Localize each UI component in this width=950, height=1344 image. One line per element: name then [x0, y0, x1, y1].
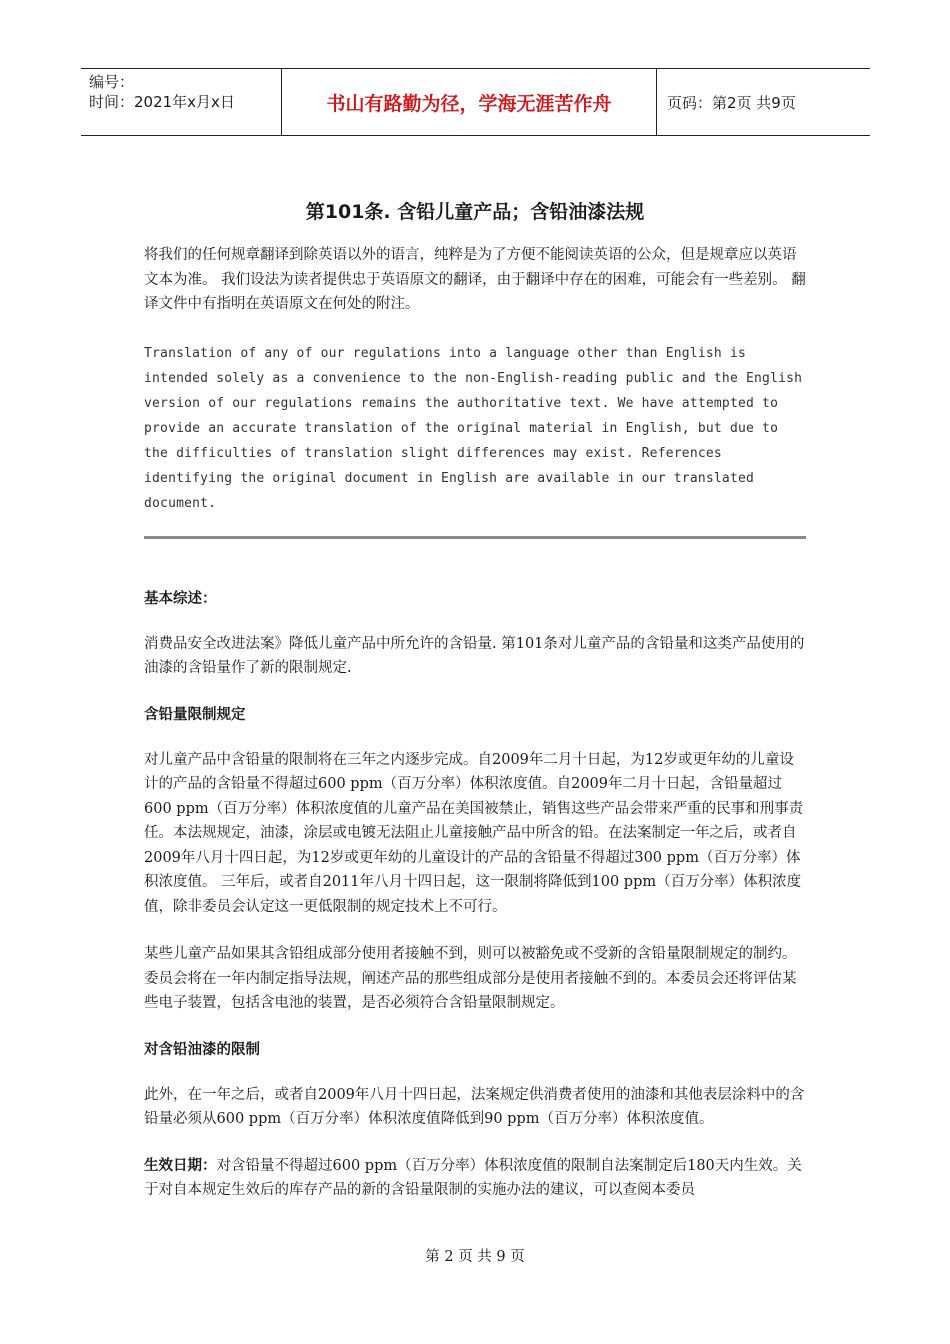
- lead-paint-text: 此外，在一年之后，或者自2009年八月十四日起，法案规定供消费者使用的油漆和其他表层涂料中的含铅量必须从600 ppm（百万分率）体积浓度值降低到90 ppm（百万分率）体积浓度值。: [144, 1086, 805, 1127]
- divider: [144, 536, 806, 539]
- page-header: [81, 68, 870, 136]
- effective-date-text: 对含铅量不得超过600 ppm（百万分率）体积浓度值的限制自法案制定后180天内生效。关于对自本规定生效后的库存产品的新的含铅量限制的实施办法的建议，可以查阅本委员: [144, 1157, 802, 1198]
- page-footer: 第 2 页 共 9 页: [425, 1249, 525, 1265]
- intro-chinese: 将我们的任何规章翻译到除英语以外的语言，纯粹是为了方便不能阅读英语的公众，但是规章应以英语文本为准。 我们设法为读者提供忠于英语原文的翻译，由于翻译中存在的困难，可能会有一些差别。 翻译文件中有指明在英语原文在何处的附注。: [144, 247, 806, 312]
- overview-text: 消费品安全改进法案》降低儿童产品中所允许的含铅量. 第101条对儿童产品的含铅量和这类产品使用的油漆的含铅量作了新的限制规定.: [144, 635, 805, 676]
- effective-date-paragraph: [144, 1154, 806, 1203]
- lead-limit-heading: 含铅量限制规定: [144, 706, 246, 723]
- header-motto: 书山有路勤为径，学海无涯苦作舟: [281, 69, 657, 135]
- page-title: 第101条. 含铅儿童产品；含铅油漆法规: [305, 201, 645, 223]
- intro-english: Translation of any of our regulations into a language other than English is intended solely as a convenience to the non-English-reading public and the English version of our regulations remains the authoritative text. We have attempted to provide an accurate translation of the original material in English, but due to the difficulties of translation slight differences may exist. References identifying the original document in English are available in our translated document.: [144, 345, 803, 511]
- header-meta: [81, 69, 281, 135]
- effective-date-label: 生效日期：: [144, 1157, 217, 1174]
- document-number-label: 编号：: [89, 73, 135, 91]
- header-page-number: 页码：第2页 共9页: [667, 93, 796, 112]
- document-date: 时间：2021年x月x日: [89, 93, 235, 111]
- lead-limit-paragraph-1: 对儿童产品中含铅量的限制将在三年之内逐步完成。自2009年二月十日起，为12岁或更年幼的儿童设计的产品的含铅量不得超过600 ppm（百万分率）体积浓度值。自2009年二月十日起，含铅量超过600 ppm（百万分率）体积浓度值的儿童产品在美国被禁止，销售这些产品会带来严重的民事和刑事责任。本法规规定，油漆，涂层或电镀无法阻止儿童接触产品中所含的铅。在法案制定一年之后，或者自2009年八月十四日起，为12岁或更年幼的儿童设计的产品的含铅量不得超过300 ppm（百万分率）体积浓度值。 三年后，或者自2011年八月十四日起，这一限制将降低到100 ppm（百万分率）体积浓度值，除非委员会认定这一更低限制的规定技术上不可行。: [144, 751, 804, 915]
- overview-heading: 基本综述：: [144, 590, 217, 607]
- document-body: [144, 200, 806, 1203]
- lead-paint-heading: 对含铅油漆的限制: [144, 1041, 260, 1058]
- lead-limit-paragraph-2: 某些儿童产品如果其含铅组成部分使用者接触不到，则可以被豁免或不受新的含铅量限制规定的制约。委员会将在一年内制定指导法规，阐述产品的那些组成部分是使用者接触不到的。本委员会还将评估某些电子装置，包括含电池的装置，是否必须符合含铅量限制规定。: [144, 946, 797, 1011]
